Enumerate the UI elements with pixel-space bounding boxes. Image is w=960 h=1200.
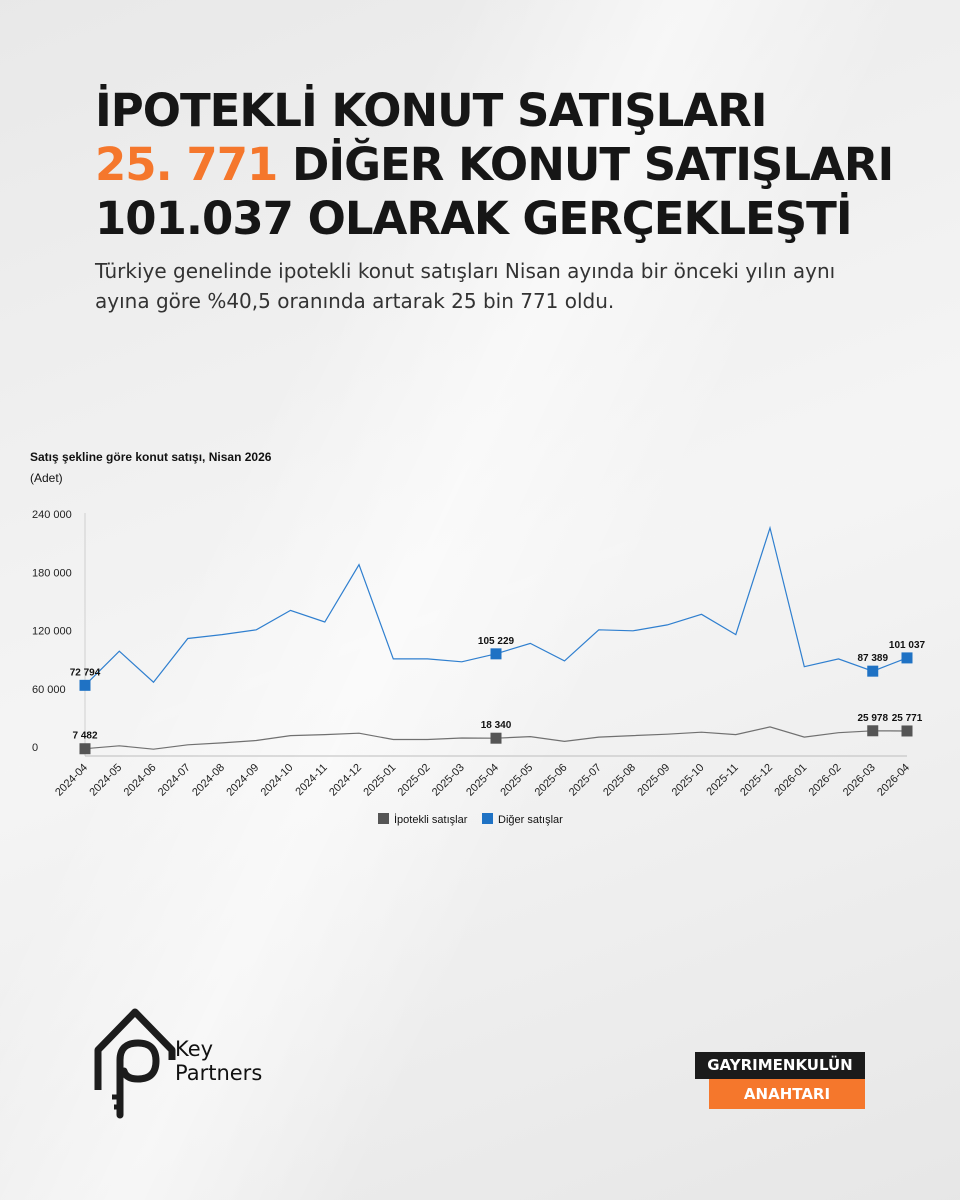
headline-line-3: 101.037 OLARAK GERÇEKLEŞTİ [95,192,852,245]
headline-line-2-text: DİĞER KONUT SATIŞLARI [277,138,894,191]
headline [95,84,893,246]
x-tick-label: 2024-10 [258,761,296,799]
y-axis [32,509,85,756]
x-tick-label: 2025-05 [498,761,536,799]
x-tick-label: 2026-04 [875,761,913,799]
legend-swatch [482,813,493,824]
house-key-icon [90,1005,180,1120]
x-tick-label: 2025-08 [601,761,639,799]
marker-diger [902,652,913,663]
series-group [70,528,926,754]
data-label: 87 389 [857,653,889,665]
data-label: 25 978 [857,712,889,724]
marker-ipotekli [867,725,878,736]
legend-label: İpotekli satışlar [394,814,468,826]
y-tick-label: 180 000 [32,567,72,580]
y-tick-label: 0 [32,742,39,754]
x-axis [53,756,912,799]
marker-diger [867,666,878,677]
x-tick-label: 2025-03 [429,761,467,799]
x-tick-label: 2025-10 [669,761,707,799]
marker-ipotekli [902,725,913,736]
x-tick-label: 2024-08 [190,761,228,799]
data-label: 25 771 [891,712,923,724]
marker-diger [80,680,91,691]
slogan-badge [695,1052,865,1109]
x-tick-label: 2026-02 [806,761,844,799]
data-label: 105 229 [477,635,515,647]
series-line-diger [85,528,907,685]
headline-line-2 [95,138,893,192]
x-tick-label: 2024-12 [327,761,365,799]
marker-ipotekli [80,743,91,754]
y-tick-label: 120 000 [32,625,72,638]
x-tick-label: 2025-01 [361,761,399,799]
data-label: 101 037 [888,639,926,651]
data-label: 72 794 [69,667,101,679]
data-label: 18 340 [480,720,512,732]
x-tick-label: 2025-02 [395,761,433,799]
badge-top-text: GAYRIMENKULÜN [695,1052,865,1079]
x-tick-label: 2025-11 [704,761,741,799]
subtitle: Türkiye genelinde ipotekli konut satışları Nisan ayında bir önceki yılın aynı ayına göre %40,5 oranında artarak 25 bin 771 oldu. [95,259,836,313]
marker-ipotekli [491,733,502,744]
chart-title: Satış şekline göre konut satışı, Nisan 2026 [30,450,272,464]
marker-diger [491,648,502,659]
headline-line-1: İPOTEKLİ KONUT SATIŞLARI [95,84,767,137]
legend-label: Diğer satışlar [498,814,563,826]
x-tick-label: 2024-09 [224,761,262,799]
data-label: 7 482 [72,730,98,742]
x-tick-label: 2024-05 [87,761,125,799]
line-chart [0,430,960,850]
brand-name [175,1037,262,1085]
brand-name-line-2: Partners [175,1061,263,1085]
x-tick-label: 2025-04 [464,761,502,799]
x-tick-label: 2025-09 [635,761,673,799]
brand-name-line-1: Key [175,1037,214,1061]
x-tick-label: 2025-07 [566,761,604,799]
headline-number-ipotekli: 25. 771 [95,138,278,191]
x-tick-label: 2025-06 [532,761,570,799]
x-tick-label: 2024-11 [293,761,330,799]
x-tick-label: 2025-12 [738,761,776,799]
x-tick-label: 2024-04 [53,761,91,799]
badge-bottom-text: ANAHTARI [709,1079,865,1109]
y-tick-label: 240 000 [32,509,72,521]
y-tick-label: 60 000 [32,683,66,696]
legend-swatch [378,813,389,824]
legend [378,813,563,826]
x-tick-label: 2024-07 [155,761,193,799]
x-tick-label: 2024-06 [121,761,159,799]
y-axis-label: (Adet) [30,471,63,485]
x-tick-label: 2026-01 [772,761,810,799]
x-tick-label: 2026-03 [840,761,878,799]
